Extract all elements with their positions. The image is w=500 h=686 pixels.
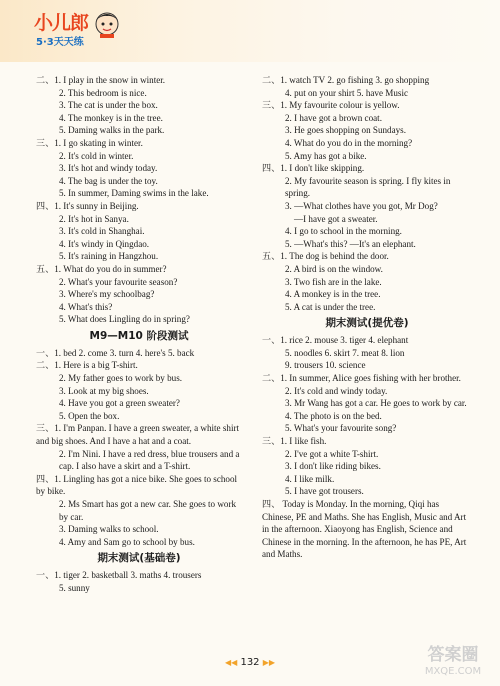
right-column: [262, 74, 472, 561]
answer-line: 一、1. tiger 2. basketball 3. maths 4. trousers: [36, 570, 202, 581]
answer-line: 3. Look at my big shoes.: [59, 385, 149, 396]
answer-line: 五、1. The dog is behind the door.: [262, 251, 389, 262]
answer-line: 4. The monkey is in the tree.: [59, 112, 163, 123]
answer-line: 5. —What's this? —It's an elephant.: [285, 238, 416, 249]
answer-line: 4. Amy and Sam go to school by bus.: [59, 536, 195, 547]
answer-line: 2. It's cold in winter.: [59, 150, 134, 161]
left-column: [36, 74, 242, 595]
answer-line: 2. Ms Smart has got a new car. She goes to work by car.: [59, 499, 237, 522]
watermark-text: 答案圈: [427, 645, 479, 665]
answer-line: 2. This bedroom is nice.: [59, 87, 147, 98]
answer-line: 一、1. rice 2. mouse 3. tiger 4. elephant: [262, 335, 409, 346]
answer-line: 5. What's your favourite song?: [285, 423, 397, 434]
prev-arrows-icon: ◀◀: [224, 658, 238, 667]
answer-line: 四、 Today is Monday. In the morning, Qiqi has Chinese, PE and Maths. She has English, Music and Art in the afternoon. Xiaoyong has English, Science and Chinese in the morning. In the afternoon, he has PE, Art and Maths.: [262, 499, 467, 560]
answer-line: 二、1. In summer, Alice goes fishing with her brother.: [262, 373, 461, 384]
answer-line: 4. Have you got a green sweater?: [59, 398, 180, 409]
answer-line: 3. Daming walks to school.: [59, 524, 159, 535]
answer-line: 2. My favourite season is spring. I fly kites in spring.: [285, 175, 451, 199]
answer-line: 3. Where's my schoolbag?: [59, 289, 155, 300]
answer-line: —I have got a sweater.: [294, 213, 378, 224]
answer-line: 四、1. Lingling has got a nice bike. She goes to school by bike.: [36, 473, 238, 497]
answer-line: 4. I like milk.: [285, 473, 335, 484]
answer-line: 4. It's windy in Qingdao.: [59, 238, 150, 249]
answer-line: 三、1. I'm Panpan. I have a green sweater, a white shirt and big shoes. And I have a hat and a coat.: [36, 423, 240, 447]
answer-line: 二、1. Here is a big T-shirt.: [36, 360, 138, 371]
answer-line: 三、1. My favourite colour is yellow.: [262, 100, 400, 111]
section-heading: M9—M10 阶段测试: [89, 329, 189, 342]
answer-line: 5. A cat is under the tree.: [285, 301, 376, 312]
page-number: 132: [240, 657, 260, 668]
answer-line: 9. trousers 10. science: [285, 360, 366, 371]
answer-line: 5. Daming walks in the park.: [59, 125, 165, 136]
answer-line: 5. sunny: [59, 582, 90, 593]
watermark-logo: [412, 640, 494, 680]
next-arrows-icon: ▶▶: [262, 658, 276, 667]
answer-line: 四、1. It's sunny in Beijing.: [36, 200, 139, 211]
section-heading: 期末测试(基础卷): [97, 552, 181, 565]
logo-series: 5·3天天练: [36, 37, 84, 48]
answer-line: 4. What's this?: [59, 301, 113, 312]
answer-line: 4. The bag is under the toy.: [59, 175, 158, 186]
answer-line: 三、1. I go skating in winter.: [36, 137, 143, 148]
answer-line: 3. Mr Wang has got a car. He goes to work by car.: [285, 398, 467, 409]
answer-line: 二、1. watch TV 2. go fishing 3. go shopping: [262, 75, 430, 85]
answer-line: 5. In summer, Daming swims in the lake.: [59, 188, 209, 199]
logo-brand: 小儿郎: [34, 12, 89, 34]
answer-line: 4. The photo is on the bed.: [285, 410, 382, 421]
answer-line: 2. I've got a white T-shirt.: [285, 448, 379, 459]
answer-line: 5. It's raining in Hangzhou.: [59, 251, 159, 262]
answer-line: 3. —What clothes have you got, Mr Dog?: [285, 200, 438, 211]
answer-line: 3. I don't like riding bikes.: [285, 461, 381, 472]
answer-line: 3. He goes shopping on Sundays.: [285, 125, 406, 136]
answer-line: 2. What's your favourite season?: [59, 276, 178, 287]
answer-line: 3. Two fish are in the lake.: [285, 276, 382, 287]
watermark-url: MXQE.COM: [424, 666, 482, 677]
answer-line: 3. It's cold in Shanghai.: [59, 226, 145, 237]
answer-line: 5. Open the box.: [59, 410, 120, 421]
answer-line: 一、1. bed 2. come 3. turn 4. here's 5. back: [36, 347, 195, 358]
answer-line: 4. I go to school in the morning.: [285, 226, 402, 237]
answer-line: 2. My father goes to work by bus.: [59, 373, 183, 384]
answer-line: 四、1. I don't like skipping.: [262, 163, 365, 174]
answer-line: 5. I have got trousers.: [285, 486, 364, 497]
answer-line: 3. It's hot and windy today.: [59, 163, 158, 174]
answer-line: 4. put on your shirt 5. have Music: [285, 87, 409, 98]
answer-line: 2. I'm Nini. I have a red dress, blue trousers and a cap. I also have a skirt and a T-shirt.: [59, 448, 240, 472]
answer-line: 4. What do you do in the morning?: [285, 137, 413, 148]
answer-line: 5. Amy has got a bike.: [285, 150, 367, 161]
answer-line: 2. It's cold and windy today.: [285, 385, 388, 396]
answer-line: 2. I have got a brown coat.: [285, 112, 382, 123]
answer-line: 二、1. I play in the snow in winter.: [36, 75, 166, 85]
answer-line: 2. It's hot in Sanya.: [59, 213, 129, 224]
brand-logo: [34, 6, 124, 60]
answer-line: 5. What does Lingling do in spring?: [59, 314, 190, 325]
mascot-icon: [92, 8, 122, 38]
answer-line: 三、1. I like fish.: [262, 436, 327, 447]
answer-line: 2. A bird is on the window.: [285, 263, 383, 274]
answer-line: 5. noodles 6. skirt 7. meat 8. lion: [285, 347, 405, 358]
section-heading: 期末测试(提优卷): [325, 317, 409, 330]
answer-line: 4. A monkey is in the tree.: [285, 289, 381, 300]
answer-line: 五、1. What do you do in summer?: [36, 263, 167, 274]
answer-line: 3. The cat is under the box.: [59, 100, 158, 111]
